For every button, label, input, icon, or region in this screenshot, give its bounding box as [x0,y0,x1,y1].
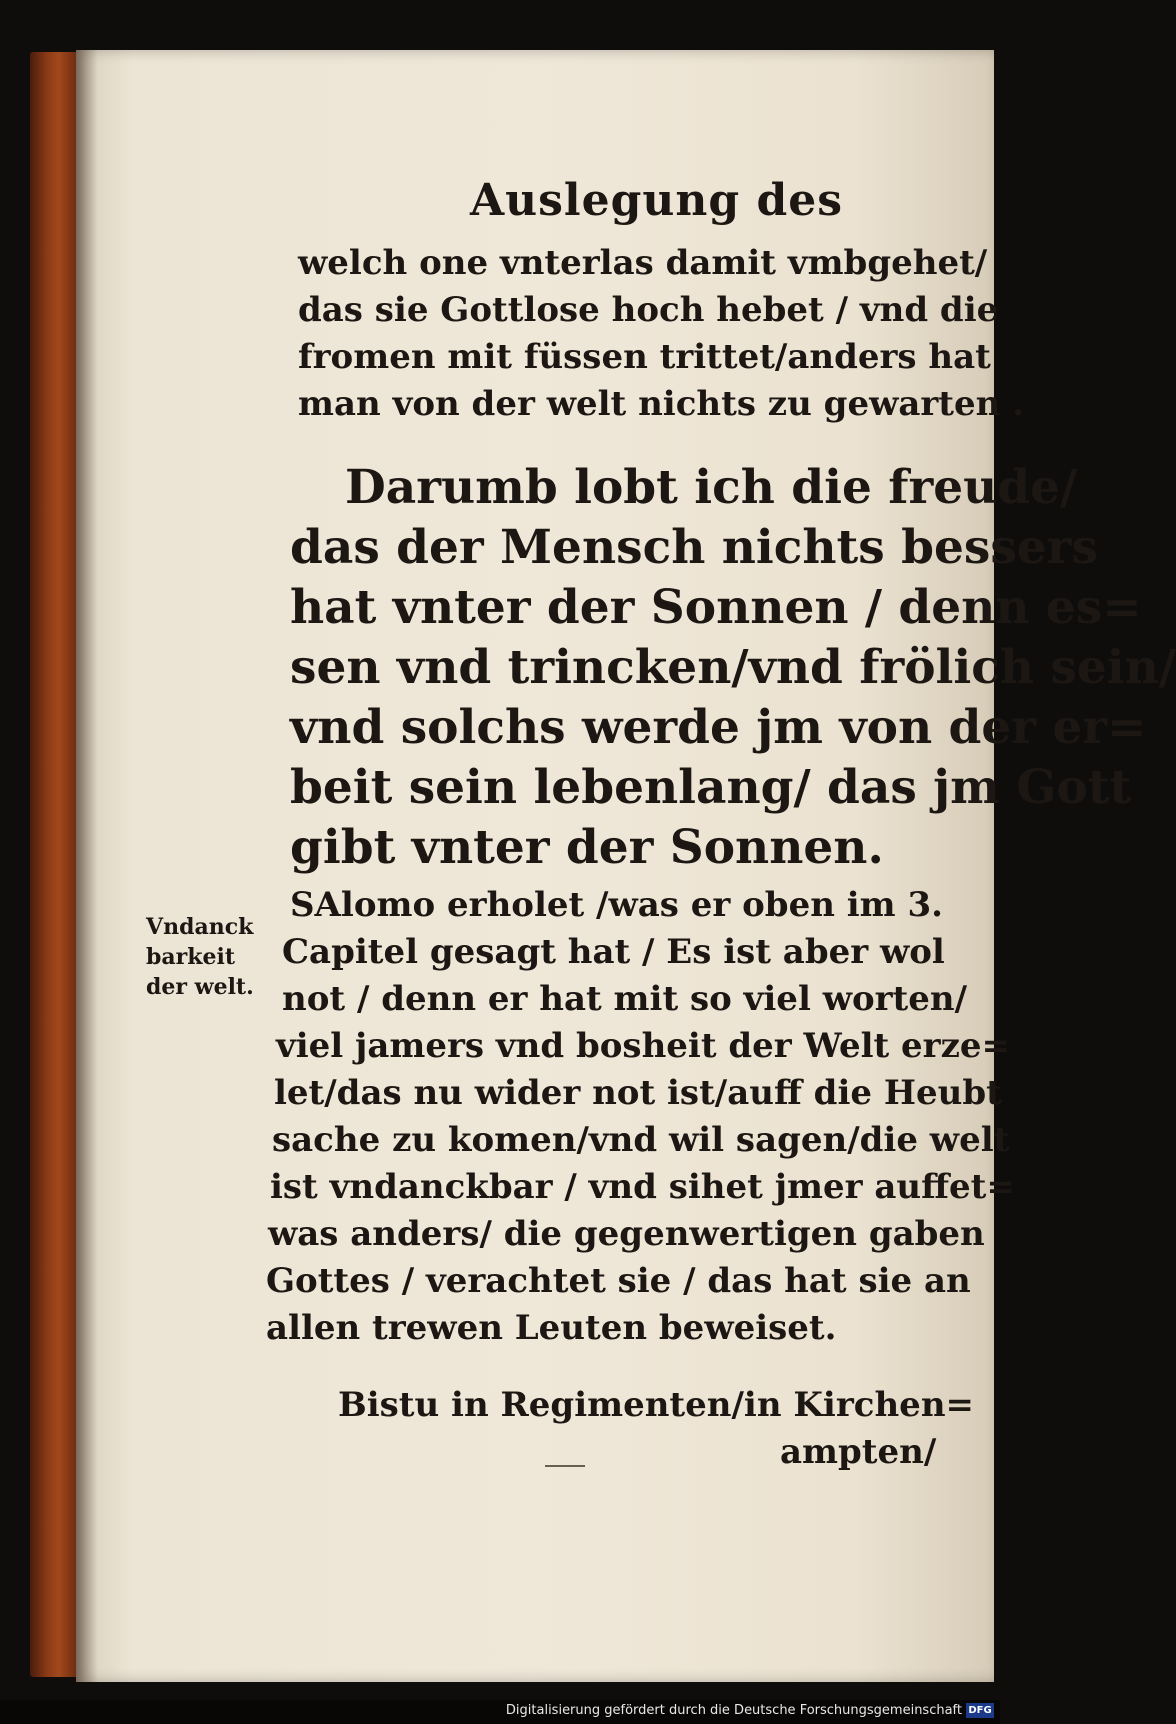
text-line: SAlomo erholet /was er oben im 3. [290,885,943,925]
text-line: was anders/ die gegenwertigen gaben [268,1214,985,1254]
text-line: allen trewen Leuten beweiset. [266,1308,837,1348]
ink-mark [545,1465,585,1467]
marginal-note-line: Vndanck [146,914,254,940]
text-line: man von der welt nichts zu gewarten . [298,384,1025,424]
text-line: sache zu komen/vnd wil sagen/die welt [272,1120,1010,1160]
verse-line: vnd solchs werde jm von der er= [290,700,1147,755]
text-line: welch one vnterlas damit vmbgehet/ [298,243,988,283]
verse-line: das der Mensch nichts bessers [290,520,1098,575]
text-line: not / denn er hat mit so viel worten/ [282,979,968,1019]
text-line: das sie Gottlose hoch hebet / vnd die [298,290,999,330]
verse-line: hat vnter der Sonnen / denn es= [290,580,1142,635]
catchword: ampten/ [780,1432,937,1472]
verse-line: beit sein lebenlang/ das jm Gott [290,760,1132,815]
verse-line: sen vnd trincken/vnd frölich sein/ [290,640,1176,695]
marginal-note-line: der welt. [146,974,254,1000]
text-line: Bistu in Regimenten/in Kirchen= [338,1385,975,1425]
text-line: viel jamers vnd bosheit der Welt erze= [276,1026,1011,1066]
text-line: Capitel gesagt hat / Es ist aber wol [282,932,945,972]
verse-line: gibt vnter der Sonnen. [290,820,884,875]
text-line: fromen mit füssen trittet/anders hat [298,337,991,377]
text-line: let/das nu wider not ist/auff die Heubt [274,1073,1002,1113]
text-line: Gottes / verachtet sie / das hat sie an [266,1261,971,1301]
verse-line: Darumb lobt ich die freude/ [345,460,1078,515]
dfg-logo: DFG [966,1703,994,1718]
marginal-note-line: barkeit [146,944,235,970]
running-head: Auslegung des [470,175,843,226]
funding-credit: Digitalisierung gefördert durch die Deutsche Forschungsgemeinschaft [505,1703,962,1718]
book-edge [30,52,78,1677]
text-line: ist vndanckbar / vnd sihet jmer auffet= [270,1167,1015,1207]
gutter-shadow [76,50,98,1682]
